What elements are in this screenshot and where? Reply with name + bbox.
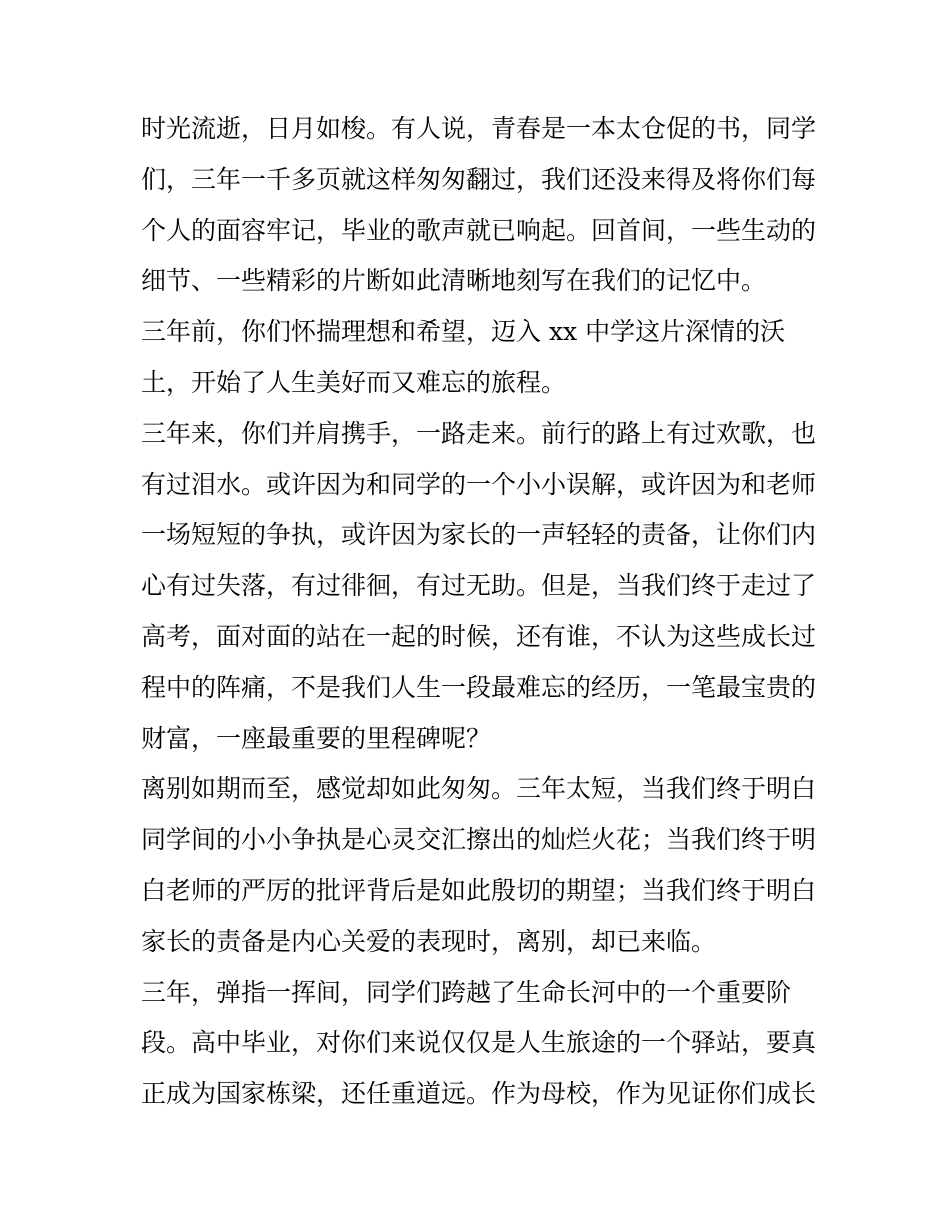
text-line: 白老师的严厉的批评背后是如此殷切的期望；当我们终于明白 — [141, 875, 817, 905]
text-line: 家长的责备是内心关爱的表现时，离别，却已来临。 — [141, 926, 717, 956]
text-line: 三年，弹指一挥间，同学们跨越了生命长河中的一个重要阶 — [141, 977, 792, 1007]
text-line: 心有过失落，有过徘徊，有过无助。但是，当我们终于走过了 — [141, 571, 817, 601]
document-body — [141, 104, 821, 1120]
text-line: 三年前，你们怀揣理想和希望，迈入 xx 中学这片深情的沃 — [141, 317, 786, 347]
text-line: 细节、一些精彩的片断如此清晰地刻写在我们的记忆中。 — [141, 266, 767, 296]
text-line: 三年来，你们并肩携手，一路走来。前行的路上有过欢歌，也 — [141, 418, 817, 448]
text-line: 程中的阵痛，不是我们人生一段最难忘的经历，一笔最宝贵的 — [141, 672, 817, 702]
text-line: 高考，面对面的站在一起的时候，还有谁，不认为这些成长过 — [141, 621, 817, 651]
text-line: 一场短短的争执，或许因为家长的一声轻轻的责备，让你们内 — [141, 520, 817, 550]
text-line: 段。高中毕业，对你们来说仅仅是人生旅途的一个驿站，要真 — [141, 1028, 817, 1058]
text-line: 离别如期而至，感觉却如此匆匆。三年太短，当我们终于明白 — [141, 774, 817, 804]
text-line: 正成为国家栋梁，还任重道远。作为母校，作为见证你们成长 — [141, 1079, 817, 1109]
text-line: 个人的面容牢记，毕业的歌声就已响起。回首间，一些生动的 — [141, 215, 817, 245]
text-line: 财富，一座最重要的里程碑呢？ — [141, 723, 492, 753]
text-line: 时光流逝，日月如梭。有人说，青春是一本太仓促的书，同学 — [141, 114, 817, 143]
text-line: 土，开始了人生美好而又难忘的旅程。 — [141, 367, 567, 397]
text-line: 同学间的小小争执是心灵交汇擦出的灿烂火花；当我们终于明 — [141, 825, 817, 855]
text-line: 有过泪水。或许因为和同学的一个小小误解，或许因为和老师 — [141, 469, 817, 499]
text-line: 们，三年一千多页就这样匆匆翻过，我们还没来得及将你们每 — [141, 164, 817, 194]
